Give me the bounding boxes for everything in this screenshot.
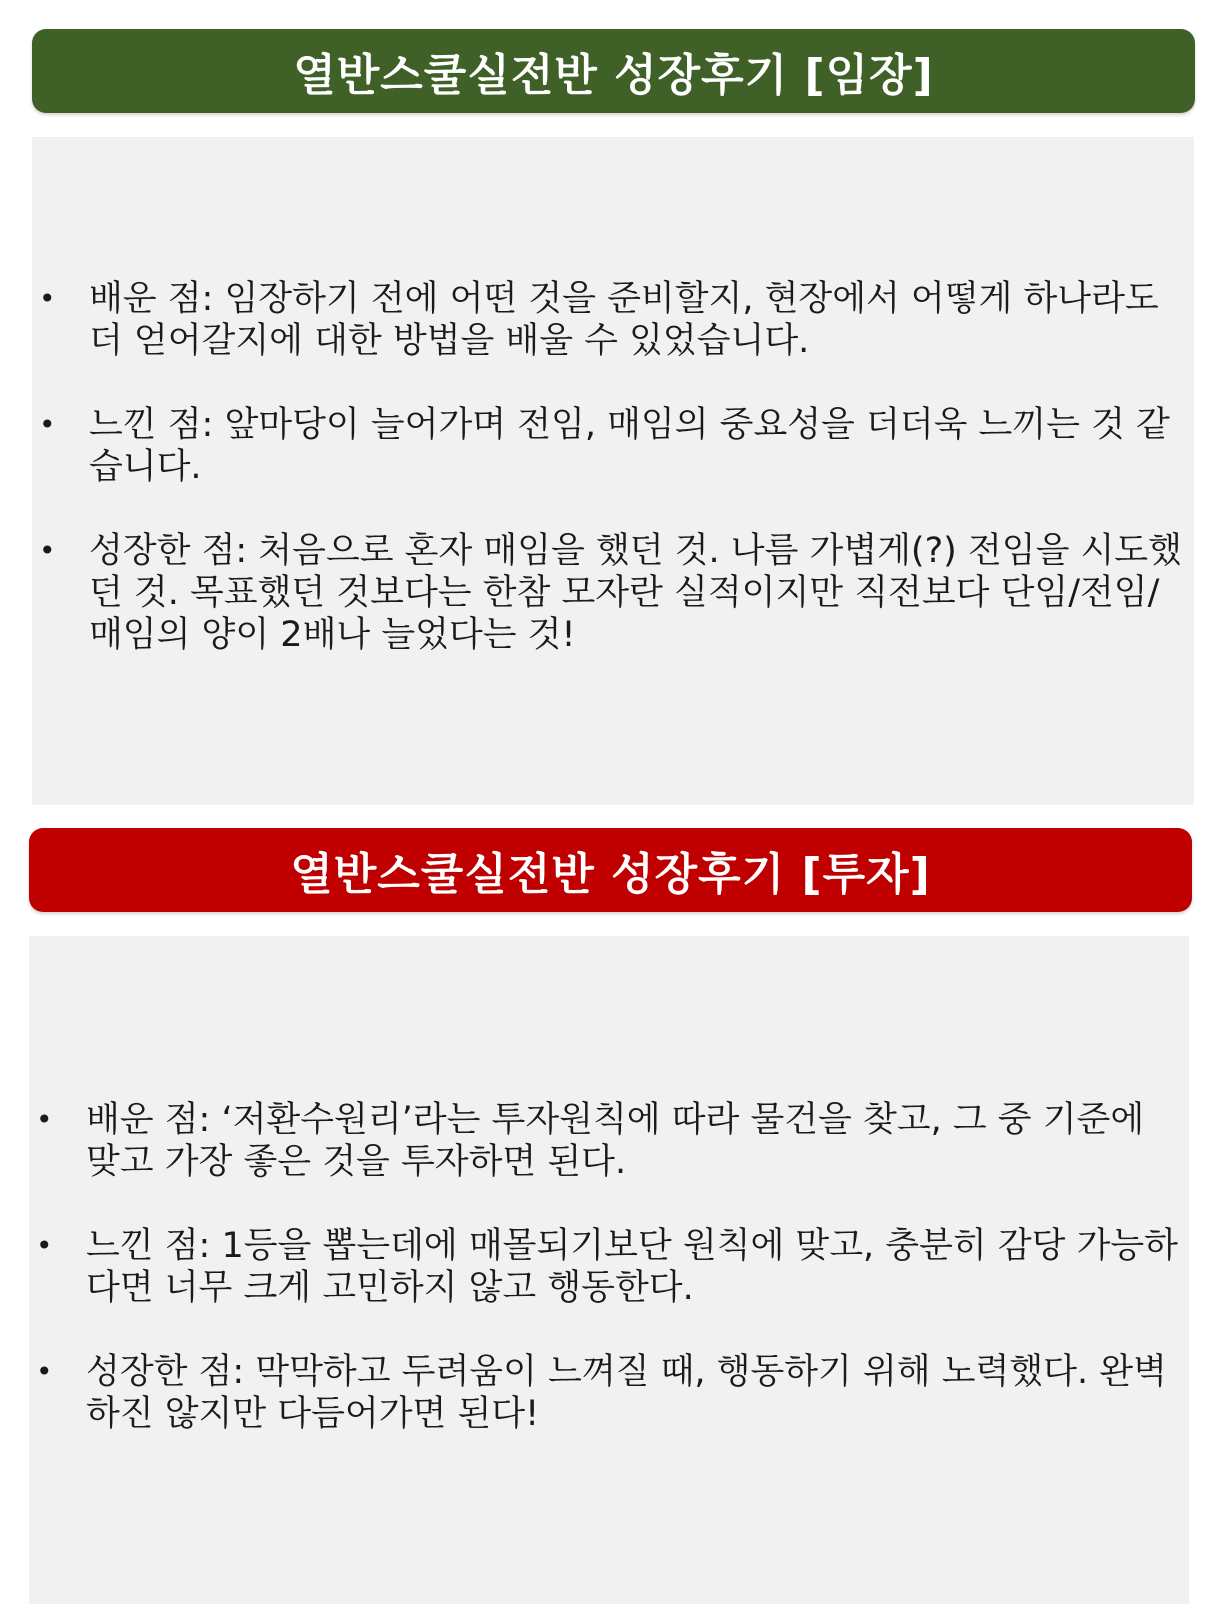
list-item (32, 404, 1194, 488)
bullet-icon: • (39, 534, 56, 567)
felt-text: 느낀 점: 1등을 뽑는데에 매몰되기보단 원칙에 맞고, 충분히 감당 가능하다면 너무 크게 고민하지 않고 행동한다. (86, 1226, 1178, 1308)
bullet-list (32, 278, 1194, 698)
review-panel-investment (29, 936, 1189, 1604)
section-title-banner-imjang (32, 29, 1195, 113)
learned-text: 배운 점: ‘저환수원리’라는 투자원칙에 따라 물건을 찾고, 그 중 기준에 맞고 가장 좋은 것을 투자하면 된다. (86, 1100, 1145, 1182)
bullet-list (29, 1099, 1189, 1477)
list-item (32, 278, 1194, 362)
review-panel-imjang (32, 137, 1194, 805)
learned-text: 배운 점: 임장하기 전에 어떤 것을 준비할지, 현장에서 어떻게 하나라도 더 얻어갈지에 대한 방법을 배울 수 있었습니다. (89, 279, 1159, 361)
growth-text: 성장한 점: 막막하고 두려움이 느껴질 때, 행동하기 위해 노력했다. 완벽하진 않지만 다듬어가면 된다! (86, 1352, 1167, 1434)
felt-text: 느낀 점: 앞마당이 늘어가며 전임, 매임의 중요성을 더더욱 느끼는 것 같습니다. (89, 405, 1170, 487)
bullet-icon: • (36, 1229, 53, 1262)
section-title-banner-investment (29, 828, 1192, 912)
section-title: 열반스쿨실전반 성장후기 [투자] (290, 849, 931, 900)
bullet-icon: • (36, 1355, 53, 1388)
list-item (29, 1225, 1189, 1309)
growth-text: 성장한 점: 처음으로 혼자 매임을 했던 것. 나름 가볍게(?) 전임을 시도했던 것. 목표했던 것보다는 한참 모자란 실적이지만 직전보다 단임/전임/매임의 양이 2배나 늘었다는 것! (89, 531, 1182, 655)
bullet-icon: • (39, 408, 56, 441)
bullet-icon: • (36, 1103, 53, 1136)
list-item (29, 1099, 1189, 1183)
list-item (32, 530, 1194, 656)
bullet-icon: • (39, 282, 56, 315)
section-title: 열반스쿨실전반 성장후기 [임장] (293, 50, 934, 101)
list-item (29, 1351, 1189, 1435)
